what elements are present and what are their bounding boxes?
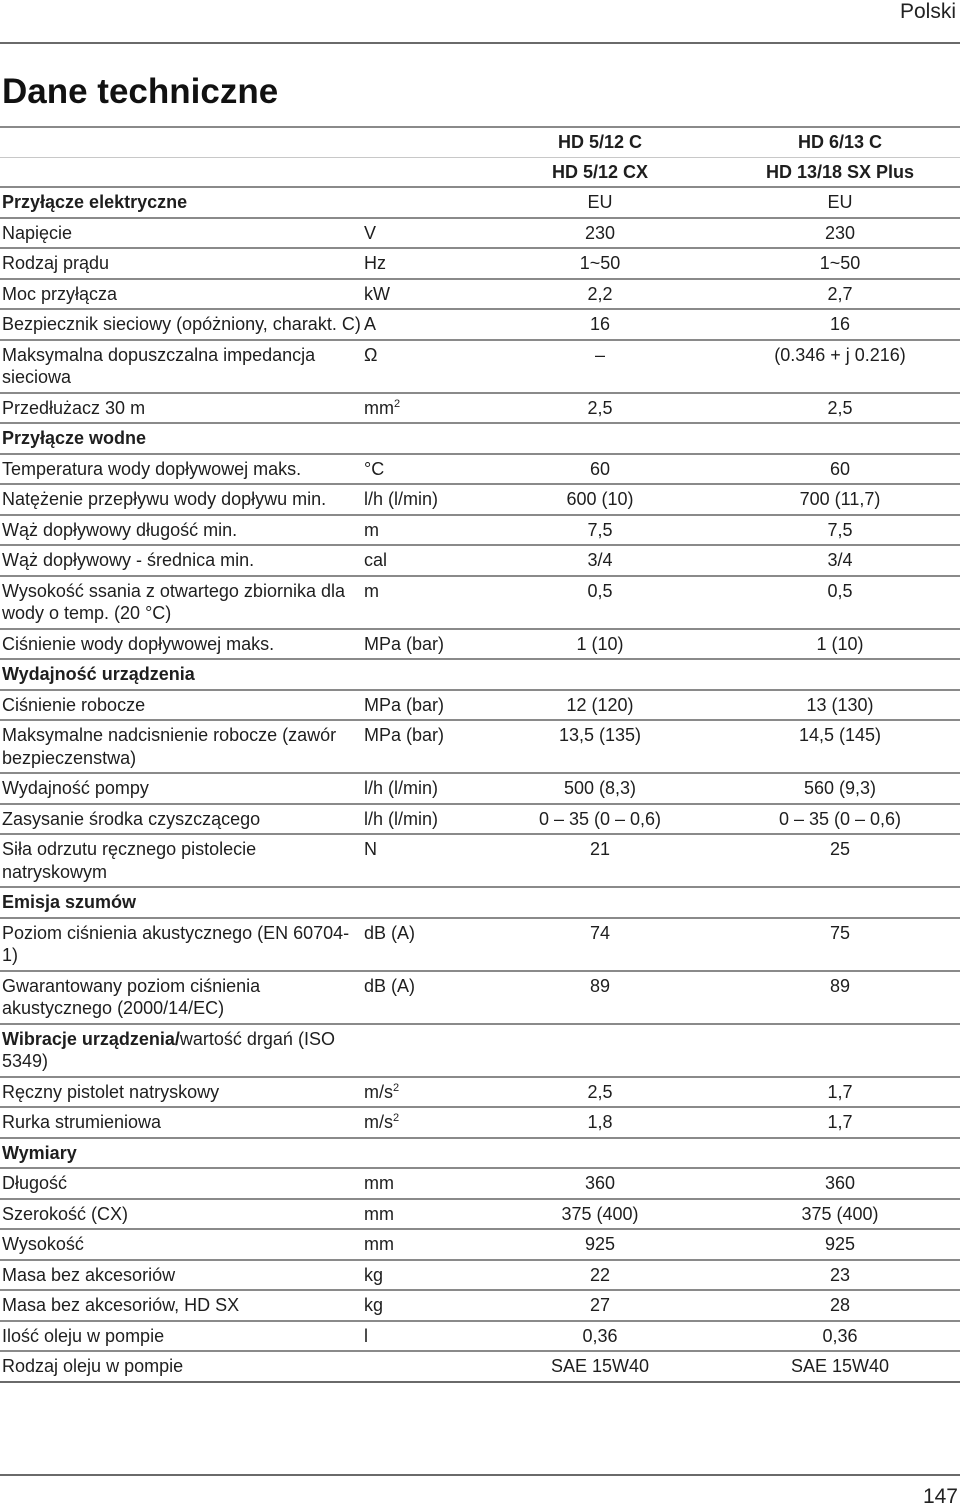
unit-text: MPa (bar) xyxy=(364,725,445,745)
table-row xyxy=(0,804,960,835)
row-unit xyxy=(364,515,480,546)
row-label: Maksymalne nadcisnienie robocze (zawór bezpieczenstwa) xyxy=(0,720,364,773)
row-label: Wąż dopływowy - średnica min. xyxy=(0,545,364,576)
table-row xyxy=(0,971,960,1024)
value-model-1: 2,5 xyxy=(480,393,720,424)
row-label: Natężenie przepływu wody dopływu min. xyxy=(0,484,364,515)
value-model-2: 7,5 xyxy=(720,515,960,546)
value-model-1 xyxy=(480,423,720,454)
unit-text: mm xyxy=(364,1173,394,1193)
row-label-normal: wartość drgań (ISO 5349) xyxy=(2,1028,335,1071)
row-unit xyxy=(364,484,480,515)
unit-text: l xyxy=(364,1325,368,1346)
value-model-2: 13 (130) xyxy=(720,690,960,721)
row-unit xyxy=(364,1321,480,1352)
value-model-1: 7,5 xyxy=(480,515,720,546)
table-row xyxy=(0,576,960,629)
unit-superscript: 2 xyxy=(393,1081,400,1094)
row-unit xyxy=(364,187,480,218)
row-label: Masa bez akcesoriów, HD SX xyxy=(0,1290,364,1321)
value-model-2: 75 xyxy=(720,918,960,971)
row-label: Wydajność urządzenia xyxy=(0,659,364,690)
unit-text: m/s xyxy=(364,1112,393,1132)
model-header: HD 6/13 C xyxy=(720,127,960,157)
value-model-2: 89 xyxy=(720,971,960,1024)
row-label: Przyłącze wodne xyxy=(0,423,364,454)
row-unit xyxy=(364,659,480,690)
row-label: Temperatura wody dopływowej maks. xyxy=(0,454,364,485)
row-unit xyxy=(364,773,480,804)
table-row xyxy=(0,918,960,971)
unit-text: cal xyxy=(364,550,388,570)
value-model-2 xyxy=(720,423,960,454)
value-model-2: 1~50 xyxy=(720,248,960,279)
table-row xyxy=(0,834,960,887)
row-unit xyxy=(364,1199,480,1230)
row-unit xyxy=(364,279,480,310)
row-unit xyxy=(364,804,480,835)
row-label: Poziom ciśnienia akustycznego (EN 60704-1) xyxy=(0,918,364,971)
row-unit xyxy=(364,629,480,660)
unit-text: °C xyxy=(364,458,385,479)
page-title: Dane techniczne xyxy=(2,72,279,111)
row-label: Rodzaj oleju w pompie xyxy=(0,1351,364,1382)
header-spacer xyxy=(364,127,480,157)
row-label: Wąż dopływowy długość min. xyxy=(0,515,364,546)
section-row xyxy=(0,187,960,218)
table-row xyxy=(0,454,960,485)
value-model-2: 23 xyxy=(720,1260,960,1291)
value-model-1: 1,8 xyxy=(480,1107,720,1138)
unit-text: m xyxy=(364,519,379,540)
value-model-1: 2,5 xyxy=(480,1077,720,1108)
table-row xyxy=(0,720,960,773)
row-unit xyxy=(364,1107,480,1138)
table-row xyxy=(0,1199,960,1230)
value-model-2: 925 xyxy=(720,1229,960,1260)
model-header: HD 5/12 C xyxy=(480,127,720,157)
unit-text: N xyxy=(364,839,377,859)
table-row xyxy=(0,218,960,249)
row-label: Moc przyłącza xyxy=(0,279,364,310)
language-label: Polski xyxy=(899,0,956,23)
table-row xyxy=(0,515,960,546)
value-model-2: 0,5 xyxy=(720,576,960,629)
row-label: Ciśnienie wody dopływowej maks. xyxy=(0,629,364,660)
value-model-1 xyxy=(480,887,720,918)
value-model-2: 375 (400) xyxy=(720,1199,960,1230)
header-spacer xyxy=(0,127,364,157)
unit-superscript: 2 xyxy=(393,1112,400,1124)
header-row xyxy=(0,127,960,157)
value-model-2: (0.346 + j 0.216) xyxy=(720,340,960,393)
table-row xyxy=(0,1351,960,1382)
row-label: Szerokość (CX) xyxy=(0,1199,364,1230)
row-label: Zasysanie środka czyszczącego xyxy=(0,804,364,835)
row-label: Siła odrzutu ręcznego pistolecie natryskowym xyxy=(0,834,364,887)
table-row xyxy=(0,1321,960,1352)
value-model-1: 2,2 xyxy=(480,279,720,310)
unit-text: Hz xyxy=(364,253,386,273)
row-label: Wysokość ssania z otwartego zbiornika dla wody o temp. (20 °C) xyxy=(0,576,364,629)
row-unit xyxy=(364,1138,480,1169)
unit-superscript: 2 xyxy=(394,397,401,410)
unit-text: m xyxy=(364,580,379,601)
row-unit xyxy=(364,1229,480,1260)
row-unit xyxy=(364,1168,480,1199)
row-label: Wydajność pompy xyxy=(0,773,364,804)
row-unit xyxy=(364,423,480,454)
value-model-1: 13,5 (135) xyxy=(480,720,720,773)
value-model-1: 230 xyxy=(480,218,720,249)
value-model-1: 0 – 35 (0 – 0,6) xyxy=(480,804,720,835)
unit-text: dB (A) xyxy=(364,975,416,996)
row-label: Maksymalna dopuszczalna impedancja sieciowa xyxy=(0,340,364,393)
row-unit xyxy=(364,720,480,773)
value-model-1: 0,36 xyxy=(480,1321,720,1352)
section-row xyxy=(0,1024,960,1077)
value-model-2: 700 (11,7) xyxy=(720,484,960,515)
value-model-1: 27 xyxy=(480,1290,720,1321)
value-model-1: – xyxy=(480,340,720,393)
value-model-2: EU xyxy=(720,187,960,218)
value-model-2: 0 – 35 (0 – 0,6) xyxy=(720,804,960,835)
value-model-2 xyxy=(720,1024,960,1077)
row-label: Bezpiecznik sieciowy (opóżniony, charakt. C) xyxy=(0,309,364,340)
header-spacer xyxy=(364,157,480,187)
unit-text: l/h (l/min) xyxy=(364,489,439,509)
value-model-1 xyxy=(480,1024,720,1077)
value-model-2: 1,7 xyxy=(720,1077,960,1108)
section-row xyxy=(0,887,960,918)
table-row xyxy=(0,393,960,424)
row-unit xyxy=(364,1077,480,1108)
value-model-1: 74 xyxy=(480,918,720,971)
row-unit xyxy=(364,340,480,393)
table-row xyxy=(0,1229,960,1260)
value-model-2: 0,36 xyxy=(720,1321,960,1352)
table-row xyxy=(0,1168,960,1199)
value-model-1: 1~50 xyxy=(480,248,720,279)
value-model-1 xyxy=(480,1138,720,1169)
row-unit xyxy=(364,1260,480,1291)
value-model-1: 12 (120) xyxy=(480,690,720,721)
value-model-2: 1,7 xyxy=(720,1107,960,1138)
table-row xyxy=(0,690,960,721)
row-label: Ciśnienie robocze xyxy=(0,690,364,721)
value-model-1: 21 xyxy=(480,834,720,887)
technical-data-body xyxy=(0,127,960,1382)
row-label: Napięcie xyxy=(0,218,364,249)
row-unit xyxy=(364,971,480,1024)
row-label: Przedłużacz 30 m xyxy=(0,393,364,424)
row-unit xyxy=(364,887,480,918)
model-header: HD 13/18 SX Plus xyxy=(720,157,960,187)
table-row xyxy=(0,484,960,515)
unit-text: kW xyxy=(364,283,390,304)
section-row xyxy=(0,1138,960,1169)
unit-text: l/h (l/min) xyxy=(364,778,439,798)
technical-data-table xyxy=(0,126,960,1383)
unit-text: l/h (l/min) xyxy=(364,808,439,829)
row-label: Rodzaj prądu xyxy=(0,248,364,279)
row-unit xyxy=(364,1290,480,1321)
table-row xyxy=(0,1290,960,1321)
value-model-1: 600 (10) xyxy=(480,484,720,515)
value-model-2: 28 xyxy=(720,1290,960,1321)
unit-text: Ω xyxy=(364,344,378,365)
row-unit xyxy=(364,690,480,721)
unit-text: dB (A) xyxy=(364,922,416,943)
value-model-1: 925 xyxy=(480,1229,720,1260)
value-model-2: 1 (10) xyxy=(720,629,960,660)
value-model-2 xyxy=(720,659,960,690)
value-model-1: 500 (8,3) xyxy=(480,773,720,804)
header-row xyxy=(0,157,960,187)
row-label: Ilość oleju w pompie xyxy=(0,1321,364,1352)
unit-text: MPa (bar) xyxy=(364,633,445,654)
row-unit xyxy=(364,1351,480,1382)
value-model-1: 375 (400) xyxy=(480,1199,720,1230)
value-model-1: 0,5 xyxy=(480,576,720,629)
table-row xyxy=(0,248,960,279)
value-model-2: 60 xyxy=(720,454,960,485)
value-model-1: 16 xyxy=(480,309,720,340)
row-unit xyxy=(364,218,480,249)
section-row xyxy=(0,659,960,690)
value-model-2: SAE 15W40 xyxy=(720,1351,960,1382)
table-row xyxy=(0,1260,960,1291)
table-row xyxy=(0,629,960,660)
bottom-divider xyxy=(0,1474,960,1476)
value-model-1: 89 xyxy=(480,971,720,1024)
model-header: HD 5/12 CX xyxy=(480,157,720,187)
table-row xyxy=(0,1077,960,1108)
value-model-2: 2,7 xyxy=(720,279,960,310)
row-unit xyxy=(364,834,480,887)
row-unit xyxy=(364,1024,480,1077)
row-unit xyxy=(364,309,480,340)
row-unit xyxy=(364,248,480,279)
unit-text: V xyxy=(364,222,377,243)
value-model-1 xyxy=(480,659,720,690)
unit-text: kg xyxy=(364,1264,384,1285)
value-model-1: 1 (10) xyxy=(480,629,720,660)
row-label-bold: Wibracje urządzenia/ xyxy=(2,1028,180,1049)
row-unit xyxy=(364,454,480,485)
row-label: Rurka strumieniowa xyxy=(0,1107,364,1138)
top-divider xyxy=(0,42,960,44)
row-label: Wymiary xyxy=(0,1138,364,1169)
table-row xyxy=(0,1107,960,1138)
value-model-2 xyxy=(720,1138,960,1169)
value-model-2: 560 (9,3) xyxy=(720,773,960,804)
unit-text: A xyxy=(364,314,377,334)
table-row xyxy=(0,340,960,393)
value-model-1: 3/4 xyxy=(480,545,720,576)
row-label: Przyłącze elektryczne xyxy=(0,187,364,218)
row-label: Długość xyxy=(0,1168,364,1199)
table-row xyxy=(0,773,960,804)
page-number: 147 xyxy=(922,1485,958,1508)
value-model-2 xyxy=(720,887,960,918)
unit-text: mm xyxy=(364,397,394,418)
value-model-2: 2,5 xyxy=(720,393,960,424)
value-model-1: 60 xyxy=(480,454,720,485)
row-label: Emisja szumów xyxy=(0,887,364,918)
unit-text: kg xyxy=(364,1295,384,1315)
value-model-1: EU xyxy=(480,187,720,218)
unit-text: mm xyxy=(364,1234,394,1254)
value-model-2: 3/4 xyxy=(720,545,960,576)
row-label: Ręczny pistolet natryskowy xyxy=(0,1077,364,1108)
value-model-2: 360 xyxy=(720,1168,960,1199)
header-spacer xyxy=(0,157,364,187)
row-label: Wysokość xyxy=(0,1229,364,1260)
unit-text: m/s xyxy=(364,1081,393,1102)
row-label: Gwarantowany poziom ciśnienia akustycznego (2000/14/EC) xyxy=(0,971,364,1024)
value-model-2: 14,5 (145) xyxy=(720,720,960,773)
row-unit xyxy=(364,393,480,424)
row-unit xyxy=(364,545,480,576)
unit-text: MPa (bar) xyxy=(364,694,445,715)
row-label: Masa bez akcesoriów xyxy=(0,1260,364,1291)
value-model-2: 25 xyxy=(720,834,960,887)
value-model-2: 16 xyxy=(720,309,960,340)
row-label xyxy=(0,1024,364,1077)
value-model-1: SAE 15W40 xyxy=(480,1351,720,1382)
unit-text: mm xyxy=(364,1203,394,1224)
row-unit xyxy=(364,576,480,629)
table-row xyxy=(0,309,960,340)
value-model-1: 22 xyxy=(480,1260,720,1291)
table-row xyxy=(0,545,960,576)
value-model-1: 360 xyxy=(480,1168,720,1199)
section-row xyxy=(0,423,960,454)
row-unit xyxy=(364,918,480,971)
value-model-2: 230 xyxy=(720,218,960,249)
table-row xyxy=(0,279,960,310)
